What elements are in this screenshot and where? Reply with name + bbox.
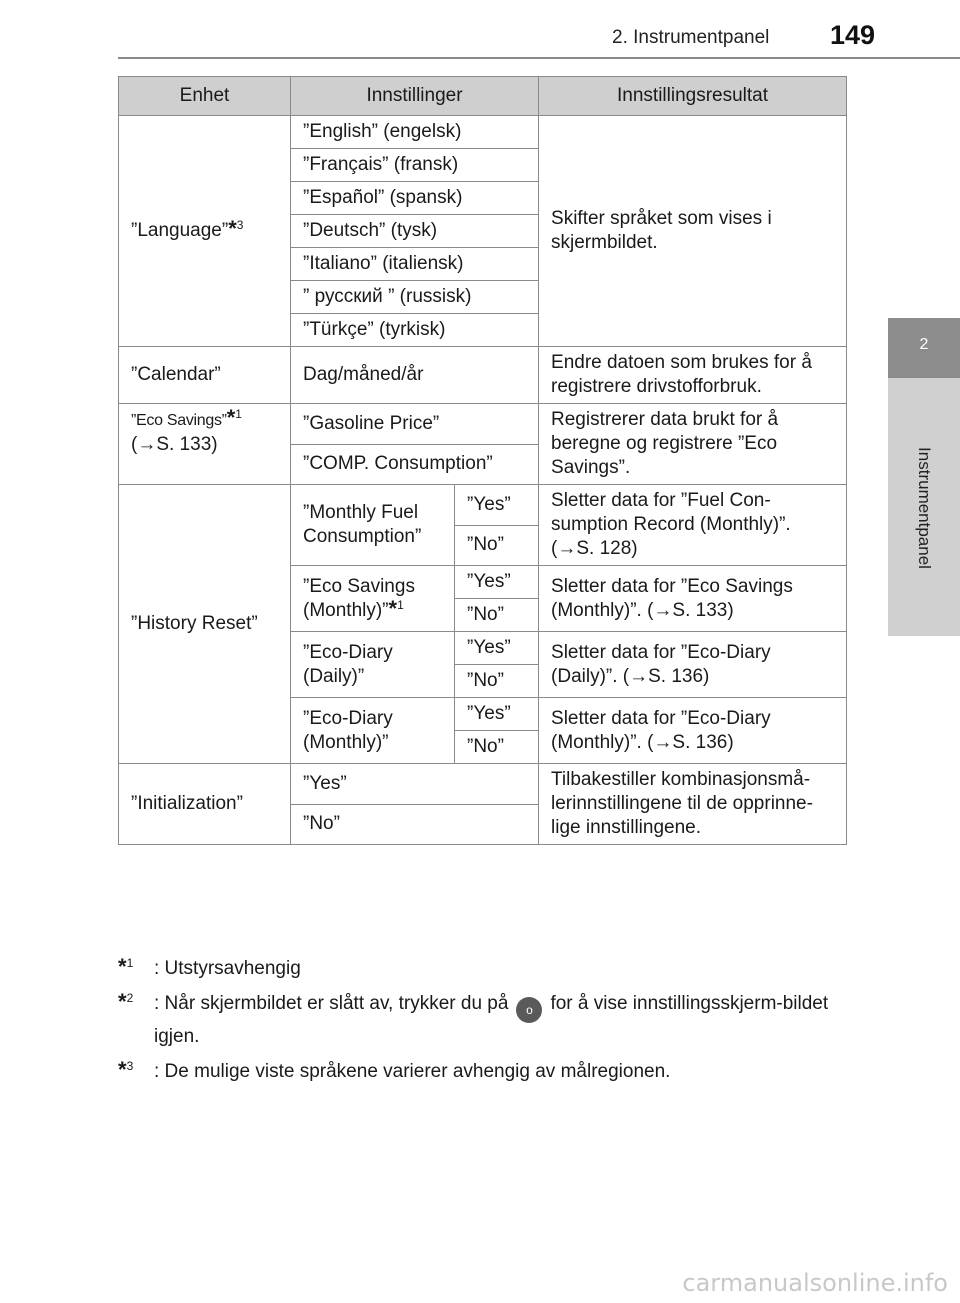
history-no: ”No” <box>455 731 539 764</box>
language-option: ”Deutsch” (tysk) <box>291 215 539 248</box>
chapter-label: Instrumentpanel <box>915 447 934 569</box>
initialization-unit: ”Initialization” <box>119 764 291 845</box>
language-result: Skifter språket som vises i skjermbildet. <box>539 116 847 347</box>
footnote-text: : De mulige viste språkene varierer avhengig av målregionen. <box>154 1061 671 1082</box>
chapter-number: 2 <box>919 336 929 353</box>
history-group-name: ”Monthly Fuel Consumption” <box>291 485 455 566</box>
eco-savings-ref: (→S. 133) <box>131 434 218 455</box>
history-group-name: ”Eco Savings (Monthly)” <box>303 575 415 621</box>
power-button-icon: o <box>516 997 542 1023</box>
footnote-text-continued: for å vise innstillingsskjerm-bildet igjen. <box>154 993 829 1047</box>
history-group-name-cell <box>291 566 455 632</box>
eco-savings-setting: ”COMP. Consumption” <box>291 444 539 485</box>
initialization-yes: ”Yes” <box>291 764 539 805</box>
language-option: ” русский ” (russisk) <box>291 281 539 314</box>
history-group-result: Sletter data for ”Eco-Diary (Monthly)”. (→S. 136) <box>539 698 847 764</box>
history-group-name: ”Eco-Diary (Daily)” <box>291 632 455 698</box>
footnote-item <box>118 990 848 1050</box>
eco-savings-unit: ”Eco Savings” <box>131 412 227 429</box>
footnote-marker: * <box>226 405 236 430</box>
history-no: ”No” <box>455 665 539 698</box>
header-result: Innstillingsresultat <box>539 77 847 116</box>
chapter-tab <box>888 318 960 378</box>
table-row <box>119 485 847 526</box>
footnote-marker: * <box>228 216 237 241</box>
footnote-marker: * <box>388 595 398 621</box>
language-option: ”Türkçe” (tyrkisk) <box>291 314 539 347</box>
section-title: 2. Instrumentpanel <box>612 27 770 48</box>
footnotes <box>118 955 848 1093</box>
chapter-strip <box>888 378 960 636</box>
header-settings: Innstillinger <box>291 77 539 116</box>
table-header-row <box>119 77 847 116</box>
footnote-text: : Når skjermbildet er slått av, trykker du på <box>154 993 509 1014</box>
history-group-result: Sletter data for ”Eco-Diary (Daily)”. (→S. 136) <box>539 632 847 698</box>
language-unit-cell <box>119 116 291 347</box>
language-option: ”Español” (spansk) <box>291 182 539 215</box>
history-group-result: Sletter data for ”Eco Savings (Monthly)”. (→S. 133) <box>539 566 847 632</box>
language-option: ”Français” (fransk) <box>291 149 539 182</box>
eco-savings-result: Registrerer data brukt for å beregne og registrere ”Eco Savings”. <box>539 404 847 485</box>
eco-savings-setting: ”Gasoline Price” <box>291 404 539 445</box>
history-no: ”No” <box>455 525 539 566</box>
footnote-ref: 1 <box>235 407 242 421</box>
history-group-result: Sletter data for ”Fuel Con-sumption Record (Monthly)”. (→S. 128) <box>539 485 847 566</box>
footnote-text: : Utstyrsavhengig <box>154 958 301 979</box>
watermark: carmanualsonline.info <box>682 1269 948 1297</box>
footnote-mark: *$^1$ <box>118 954 134 979</box>
initialization-no: ”No” <box>291 804 539 845</box>
footnote-item <box>118 1058 848 1085</box>
settings-table <box>118 76 847 845</box>
calendar-result: Endre datoen som brukes for å registrere drivstofforbruk. <box>539 347 847 404</box>
history-group-name: ”Eco-Diary (Monthly)” <box>291 698 455 764</box>
eco-savings-unit-cell <box>119 404 291 485</box>
footnote-ref: 3 <box>236 218 244 232</box>
table-row <box>119 347 847 404</box>
header-rule <box>118 57 960 59</box>
table-row <box>119 764 847 805</box>
initialization-result: Tilbakestiller kombinasjonsmå-lerinnstillingene til de opprinne-lige innstillingene. <box>539 764 847 845</box>
page-header <box>0 0 960 62</box>
page-number: 149 <box>830 20 876 50</box>
language-unit: ”Language” <box>131 220 229 241</box>
language-option: ”English” (engelsk) <box>291 116 539 149</box>
footnote-item <box>118 955 848 982</box>
history-yes: ”Yes” <box>455 698 539 731</box>
table-row <box>119 116 847 149</box>
header-unit: Enhet <box>119 77 291 116</box>
history-yes: ”Yes” <box>455 632 539 665</box>
history-yes: ”Yes” <box>455 485 539 526</box>
calendar-unit: ”Calendar” <box>119 347 291 404</box>
footnote-ref: 1 <box>397 597 404 612</box>
history-reset-unit: ”History Reset” <box>119 485 291 764</box>
calendar-setting: Dag/måned/år <box>291 347 539 404</box>
table-row <box>119 404 847 445</box>
footnote-mark: *$^3$ <box>118 1057 134 1082</box>
footnote-mark: *$^2$ <box>118 989 134 1014</box>
history-no: ”No” <box>455 599 539 632</box>
history-yes: ”Yes” <box>455 566 539 599</box>
language-option: ”Italiano” (italiensk) <box>291 248 539 281</box>
